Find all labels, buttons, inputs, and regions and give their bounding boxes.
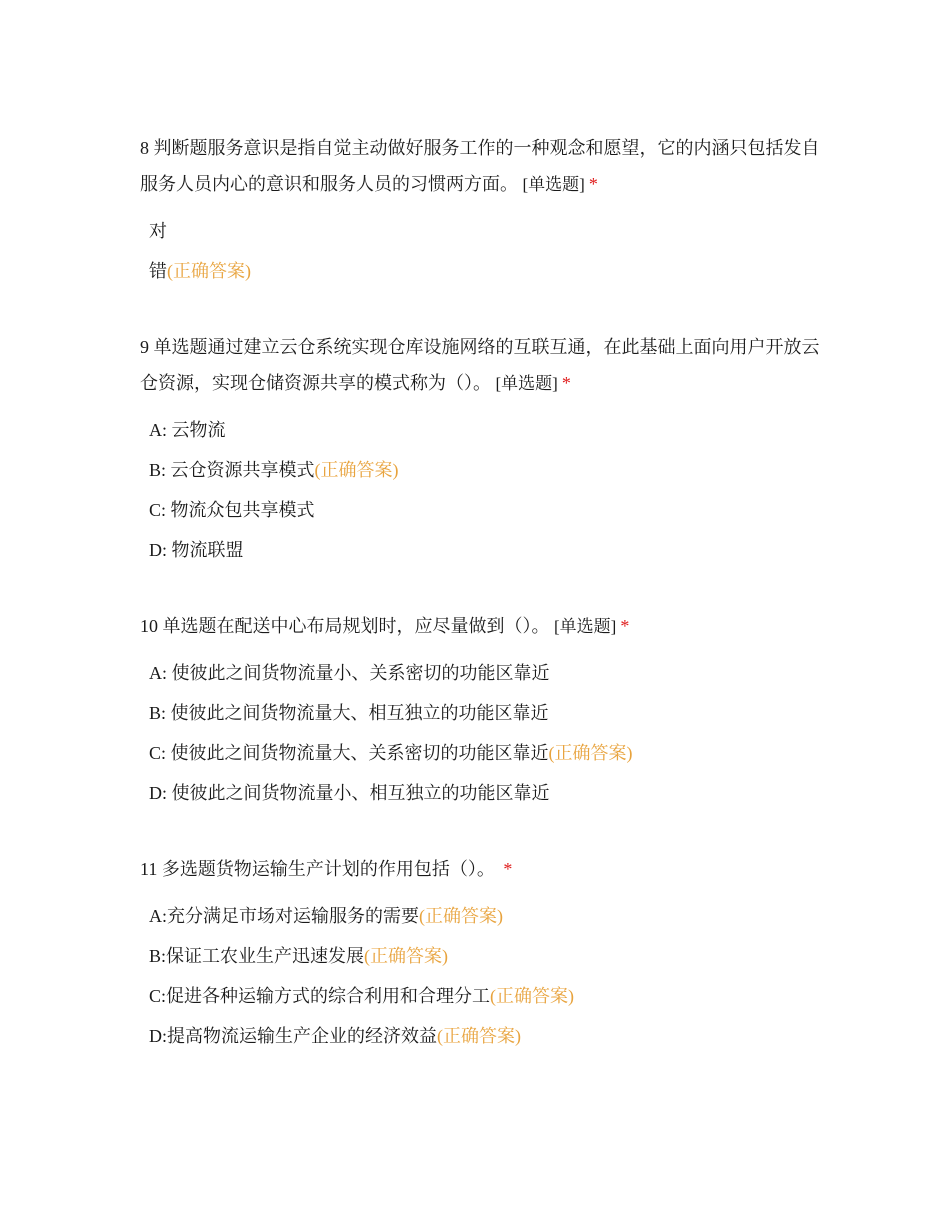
correct-answer-label: (正确答案): [490, 986, 575, 1006]
option-list: [140, 653, 820, 813]
question-title: [140, 851, 820, 888]
option-text: 错: [149, 261, 167, 281]
option-item[interactable]: [149, 1016, 820, 1056]
option-text: D: 物流联盟: [149, 540, 244, 560]
option-text: D: 使彼此之间货物流量小、相互独立的功能区靠近: [149, 783, 550, 803]
question-text: 判断题服务意识是指自觉主动做好服务工作的一种观念和愿望，它的内涵只包括发自服务人员内心的意识和服务人员的习惯两方面。: [140, 138, 820, 194]
question-type-label: [单选题]: [554, 617, 617, 636]
correct-answer-label: (正确答案): [314, 460, 399, 480]
option-list: [140, 211, 820, 291]
correct-answer-label: (正确答案): [437, 1026, 521, 1046]
question-type-label: [单选题]: [495, 374, 558, 393]
correct-answer-label: (正确答案): [419, 906, 503, 926]
question-type-label: [单选题]: [522, 175, 585, 194]
question-text: 单选题在配送中心布局规划时，应尽量做到（）。: [162, 616, 550, 636]
correct-answer-label: (正确答案): [548, 743, 633, 763]
option-item[interactable]: [149, 896, 820, 936]
question-title: [140, 608, 820, 645]
question-title: [140, 130, 820, 203]
option-list: [140, 410, 820, 570]
option-text: C: 物流众包共享模式: [149, 500, 315, 520]
option-item[interactable]: [149, 653, 820, 693]
question-text: 单选题通过建立云仓系统实现仓库设施网络的互联互通，在此基础上面向用户开放云仓资源，实现仓储资源共享的模式称为（）。: [140, 337, 820, 393]
question-11: [140, 851, 820, 1056]
option-item[interactable]: [149, 530, 820, 570]
question-number: 11: [140, 859, 158, 879]
option-text: B: 使彼此之间货物流量大、相互独立的功能区靠近: [149, 703, 549, 723]
option-item[interactable]: [149, 976, 820, 1016]
option-text: A: 使彼此之间货物流量小、关系密切的功能区靠近: [149, 663, 550, 683]
option-item[interactable]: [149, 733, 820, 773]
option-item[interactable]: [149, 773, 820, 813]
required-mark: *: [561, 373, 571, 393]
question-title: [140, 329, 820, 402]
question-number: 10: [140, 616, 158, 636]
required-mark: *: [503, 859, 513, 879]
correct-answer-label: (正确答案): [364, 946, 449, 966]
option-text: C: 使彼此之间货物流量大、关系密切的功能区靠近: [149, 743, 549, 763]
question-8: [140, 130, 820, 291]
option-text: B: 云仓资源共享模式: [149, 460, 315, 480]
option-text: B:保证工农业生产迅速发展: [149, 946, 365, 966]
question-9: [140, 329, 820, 570]
option-text: D:提高物流运输生产企业的经济效益: [149, 1026, 437, 1046]
question-number: 8: [140, 138, 149, 158]
option-text: A:充分满足市场对运输服务的需要: [149, 906, 419, 926]
option-item[interactable]: [149, 693, 820, 733]
option-item[interactable]: [149, 410, 820, 450]
required-mark: *: [588, 174, 598, 194]
option-text: A: 云物流: [149, 420, 226, 440]
option-item[interactable]: [149, 251, 820, 291]
option-item[interactable]: [149, 490, 820, 530]
option-item[interactable]: [149, 936, 820, 976]
option-item[interactable]: [149, 211, 820, 251]
option-list: [140, 896, 820, 1056]
required-mark: *: [620, 616, 630, 636]
question-list: [140, 130, 820, 1094]
option-text: C:促进各种运输方式的综合利用和合理分工: [149, 986, 491, 1006]
question-10: [140, 608, 820, 813]
question-number: 9: [140, 337, 149, 357]
question-text: 多选题货物运输生产计划的作用包括（）。: [161, 859, 495, 879]
option-item[interactable]: [149, 450, 820, 490]
option-text: 对: [149, 221, 167, 241]
correct-answer-label: (正确答案): [167, 261, 251, 281]
